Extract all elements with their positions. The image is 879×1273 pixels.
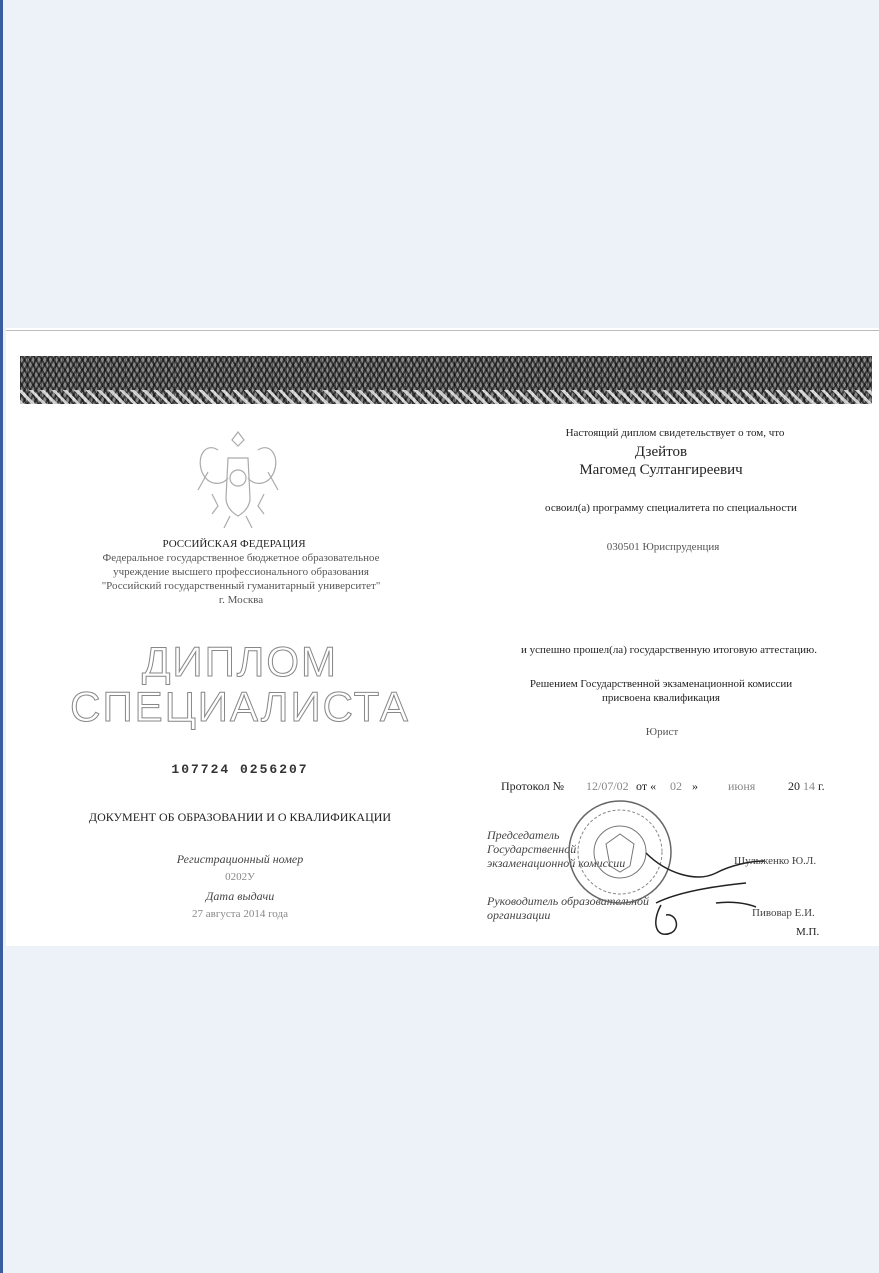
document-type: ДОКУМЕНТ ОБ ОБРАЗОВАНИИ И О КВАЛИФИКАЦИИ (88, 810, 392, 824)
registration-number: 0202У (225, 871, 255, 883)
chair-title-line-2: Государственной (487, 842, 577, 856)
diploma-serial-number: 107724 0256207 (171, 762, 309, 777)
left-edge-stripe (0, 0, 3, 1273)
org-line-2: учреждение высшего профессионального образования (113, 566, 369, 578)
protocol-label: Протокол № (501, 779, 565, 793)
head-signatory-name: Пивовар Е.И. (752, 907, 815, 919)
issue-date-value: 27 августа 2014 года (192, 908, 288, 920)
head-title-line-1: Руководитель образовательной (487, 894, 650, 908)
protocol-year-end: г. (818, 779, 825, 793)
graduate-name: Магомед Султангиреевич (579, 462, 743, 478)
issue-date-label: Дата выдачи (205, 889, 275, 903)
chair-signatory-name: Шульженко Ю.Л. (734, 855, 817, 867)
protocol-from-label: от « (636, 779, 657, 793)
commission-decision-line-1: Решением Государственной экзаменационной комиссии (529, 678, 793, 690)
handwritten-signatures (636, 843, 766, 943)
protocol-close-quote: » (692, 779, 698, 793)
diploma-scan (6, 328, 879, 946)
org-line-3: "Российский государственный гуманитарный университет" (101, 580, 381, 592)
commission-decision-line-2: присвоена квалификация (602, 692, 720, 704)
org-city: г. Москва (218, 594, 264, 606)
coat-of-arms-emblem (188, 428, 288, 533)
scan-top-line (6, 330, 879, 331)
protocol-year-prefix: 20 (788, 779, 800, 793)
specialty-value: 030501 Юриспруденция (606, 541, 720, 553)
stamp-place-label: М.П. (796, 926, 820, 938)
head-title-line-2: организации (487, 908, 551, 922)
chair-title-line-3: экзаменационной комиссии (487, 856, 626, 870)
protocol-month: июня (728, 779, 756, 793)
protocol-number: 12/07/02 (586, 779, 629, 793)
program-text: освоил(а) программу специалитета по специальности (545, 502, 797, 514)
org-line-1: Федеральное государственное бюджетное образовательное (102, 552, 380, 564)
protocol-year-suffix: 14 (803, 779, 815, 793)
diploma-title-line-2: СПЕЦИАЛИСТА (70, 683, 410, 730)
qualification-value: Юрист (645, 726, 679, 738)
attestation-text: и успешно прошел(ла) государственную итоговую аттестацию. (521, 644, 817, 656)
guilloche-band-pattern (20, 390, 872, 404)
intro-text: Настоящий диплом свидетельствует о том, что (565, 427, 785, 439)
diploma-title-line-1: ДИПЛОМ (141, 638, 339, 685)
chair-title-line-1: Председатель (487, 828, 560, 842)
graduate-surname: Дзейтов (634, 444, 688, 460)
country-name: РОССИЙСКАЯ ФЕДЕРАЦИЯ (162, 538, 306, 550)
protocol-day: 02 (670, 779, 682, 793)
registration-label: Регистрационный номер (176, 852, 304, 866)
